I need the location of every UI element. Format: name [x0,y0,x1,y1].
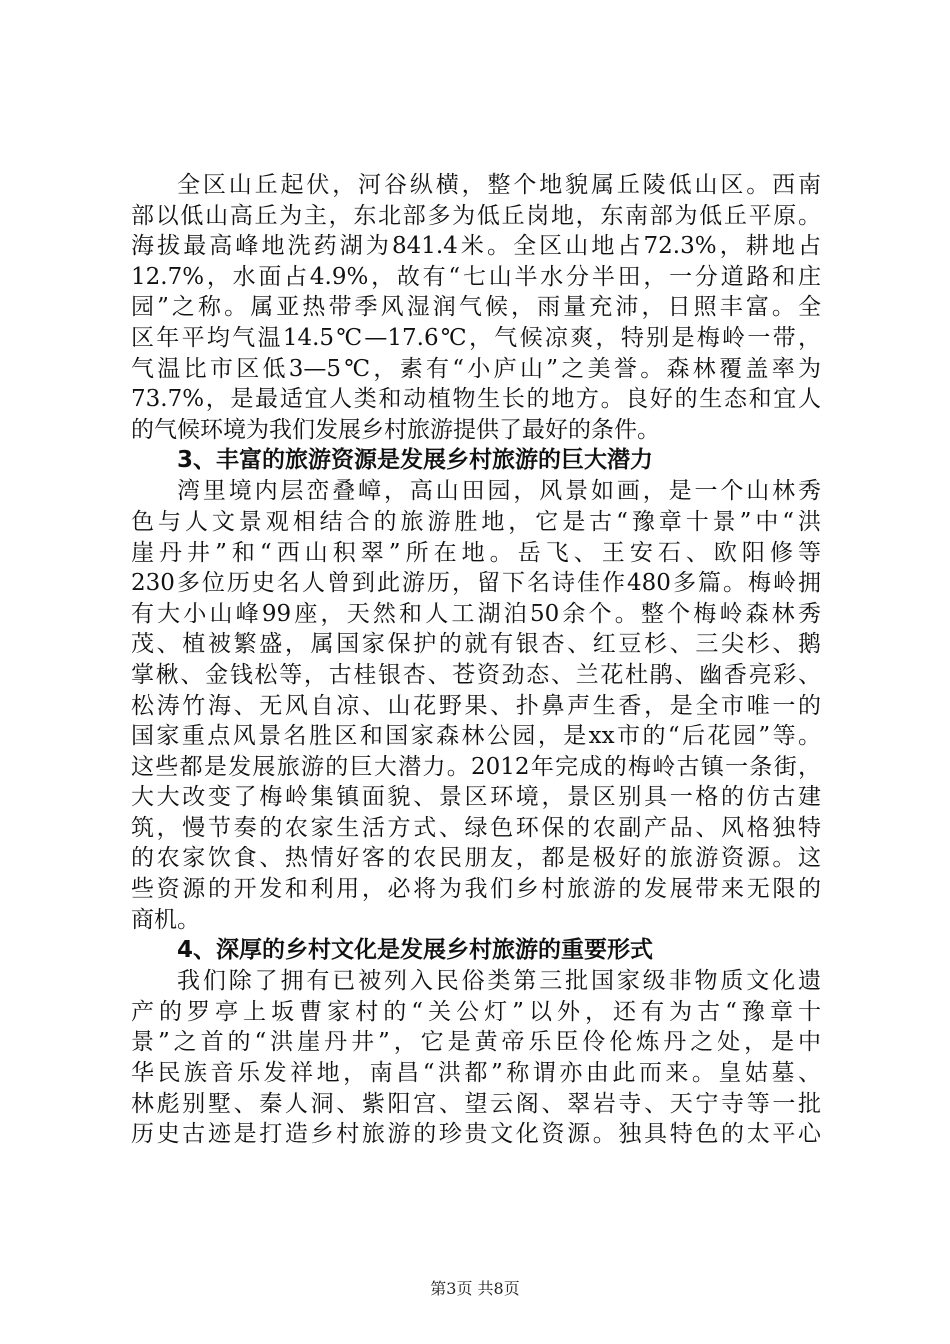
text-line: 73.7%，是最适宜人类和动植物生长的地方。良好的生态和宜人 [131,386,821,413]
text-line: 我们除了拥有已被列入民俗类第三批国家级非物质文化遗 [177,968,821,995]
text-line: 230多位历史名人曾到此游历，留下名诗佳作480多篇。梅岭拥 [131,570,821,597]
text-line: 气温比市区低3—5℃，素有“小庐山”之美誉。森林覆盖率为 [131,355,821,382]
text-line: 的农家饮食、热情好客的农民朋友，都是极好的旅游资源。这 [131,845,821,872]
text-line: 崖丹井”和“西山积翠”所在地。岳飞、王安石、欧阳修等 [131,539,821,566]
text-line: 掌楸、金钱松等，古桂银杏、苍资劲态、兰花杜鹃、幽香亮彩、 [131,661,821,688]
page-footer: 第3页 共8页 [430,1279,520,1298]
document-body [131,170,821,1150]
text-line: 历史古迹是打造乡村旅游的珍贵文化资源。独具特色的太平心 [131,1121,821,1148]
text-line: 海拔最高峰地洗药湖为841.4米。全区山地占72.3%，耕地占 [131,233,821,260]
text-line: 国家重点风景名胜区和国家森林公园，是xx市的“后花园”等。 [131,723,821,750]
text-line: 些资源的开发和利用，必将为我们乡村旅游的发展带来无限的 [131,876,821,903]
text-line: 部以低山高丘为主，东北部多为低丘岗地，东南部为低丘平原。 [131,202,821,229]
text-line: 色与人文景观相结合的旅游胜地，它是古“豫章十景”中“洪 [131,508,821,535]
paragraph-tourism-resources [131,476,821,935]
text-line: 林彪别墅、秦人洞、紫阳宫、望云阁、翠岩寺、天宁寺等一批 [131,1090,821,1117]
text-line: 这些都是发展旅游的巨大潜力。2012年完成的梅岭古镇一条街， [131,753,821,780]
text-line: 全区山丘起伏，河谷纵横，整个地貌属丘陵低山区。西南 [177,172,821,198]
text-line: 区年平均气温14.5℃—17.6℃，气候凉爽，特别是梅岭一带， [131,324,821,351]
text-line: 12.7%，水面占4.9%，故有“七山半水分半田，一分道路和庄 [131,263,821,290]
text-line: 商机。 [131,906,200,933]
text-line: 松涛竹海、无风自凉、山花野果、扑鼻声生香，是全市唯一的 [131,692,821,719]
text-line: 园”之称。属亚热带季风湿润气候，雨量充沛，日照丰富。全 [131,294,821,321]
paragraph-terrain [131,170,821,445]
text-line: 景”之首的“洪崖丹井”，它是黄帝乐臣伶伦炼丹之处，是中 [131,1029,821,1056]
text-line: 华民族音乐发祥地，南昌“洪都”称谓亦由此而来。皇姑墓、 [131,1060,821,1087]
text-line: 大大改变了梅岭集镇面貌、景区环境，景区别具一格的仿古建 [131,784,821,811]
text-line: 湾里境内层峦叠嶂，高山田园，风景如画，是一个山林秀 [177,478,821,505]
text-line: 筑，慢节奏的农家生活方式、绿色环保的农副产品、风格独特 [131,814,821,841]
text-line: 茂、植被繁盛，属国家保护的就有银杏、红豆杉、三尖杉、鹅 [131,631,821,658]
text-line: 产的罗亭上坂曹家村的“关公灯”以外，还有为古“豫章十 [131,998,821,1025]
text-line: 的气候环境为我们发展乡村旅游提供了最好的条件。 [131,416,660,443]
text-line: 有大小山峰99座，天然和人工湖泊50余个。整个梅岭森林秀 [131,600,821,627]
section-heading: 3、丰富的旅游资源是发展乡村旅游的巨大潜力 [177,447,654,474]
section-heading: 4、深厚的乡村文化是发展乡村旅游的重要形式 [177,937,654,964]
paragraph-rural-culture [131,966,821,1150]
